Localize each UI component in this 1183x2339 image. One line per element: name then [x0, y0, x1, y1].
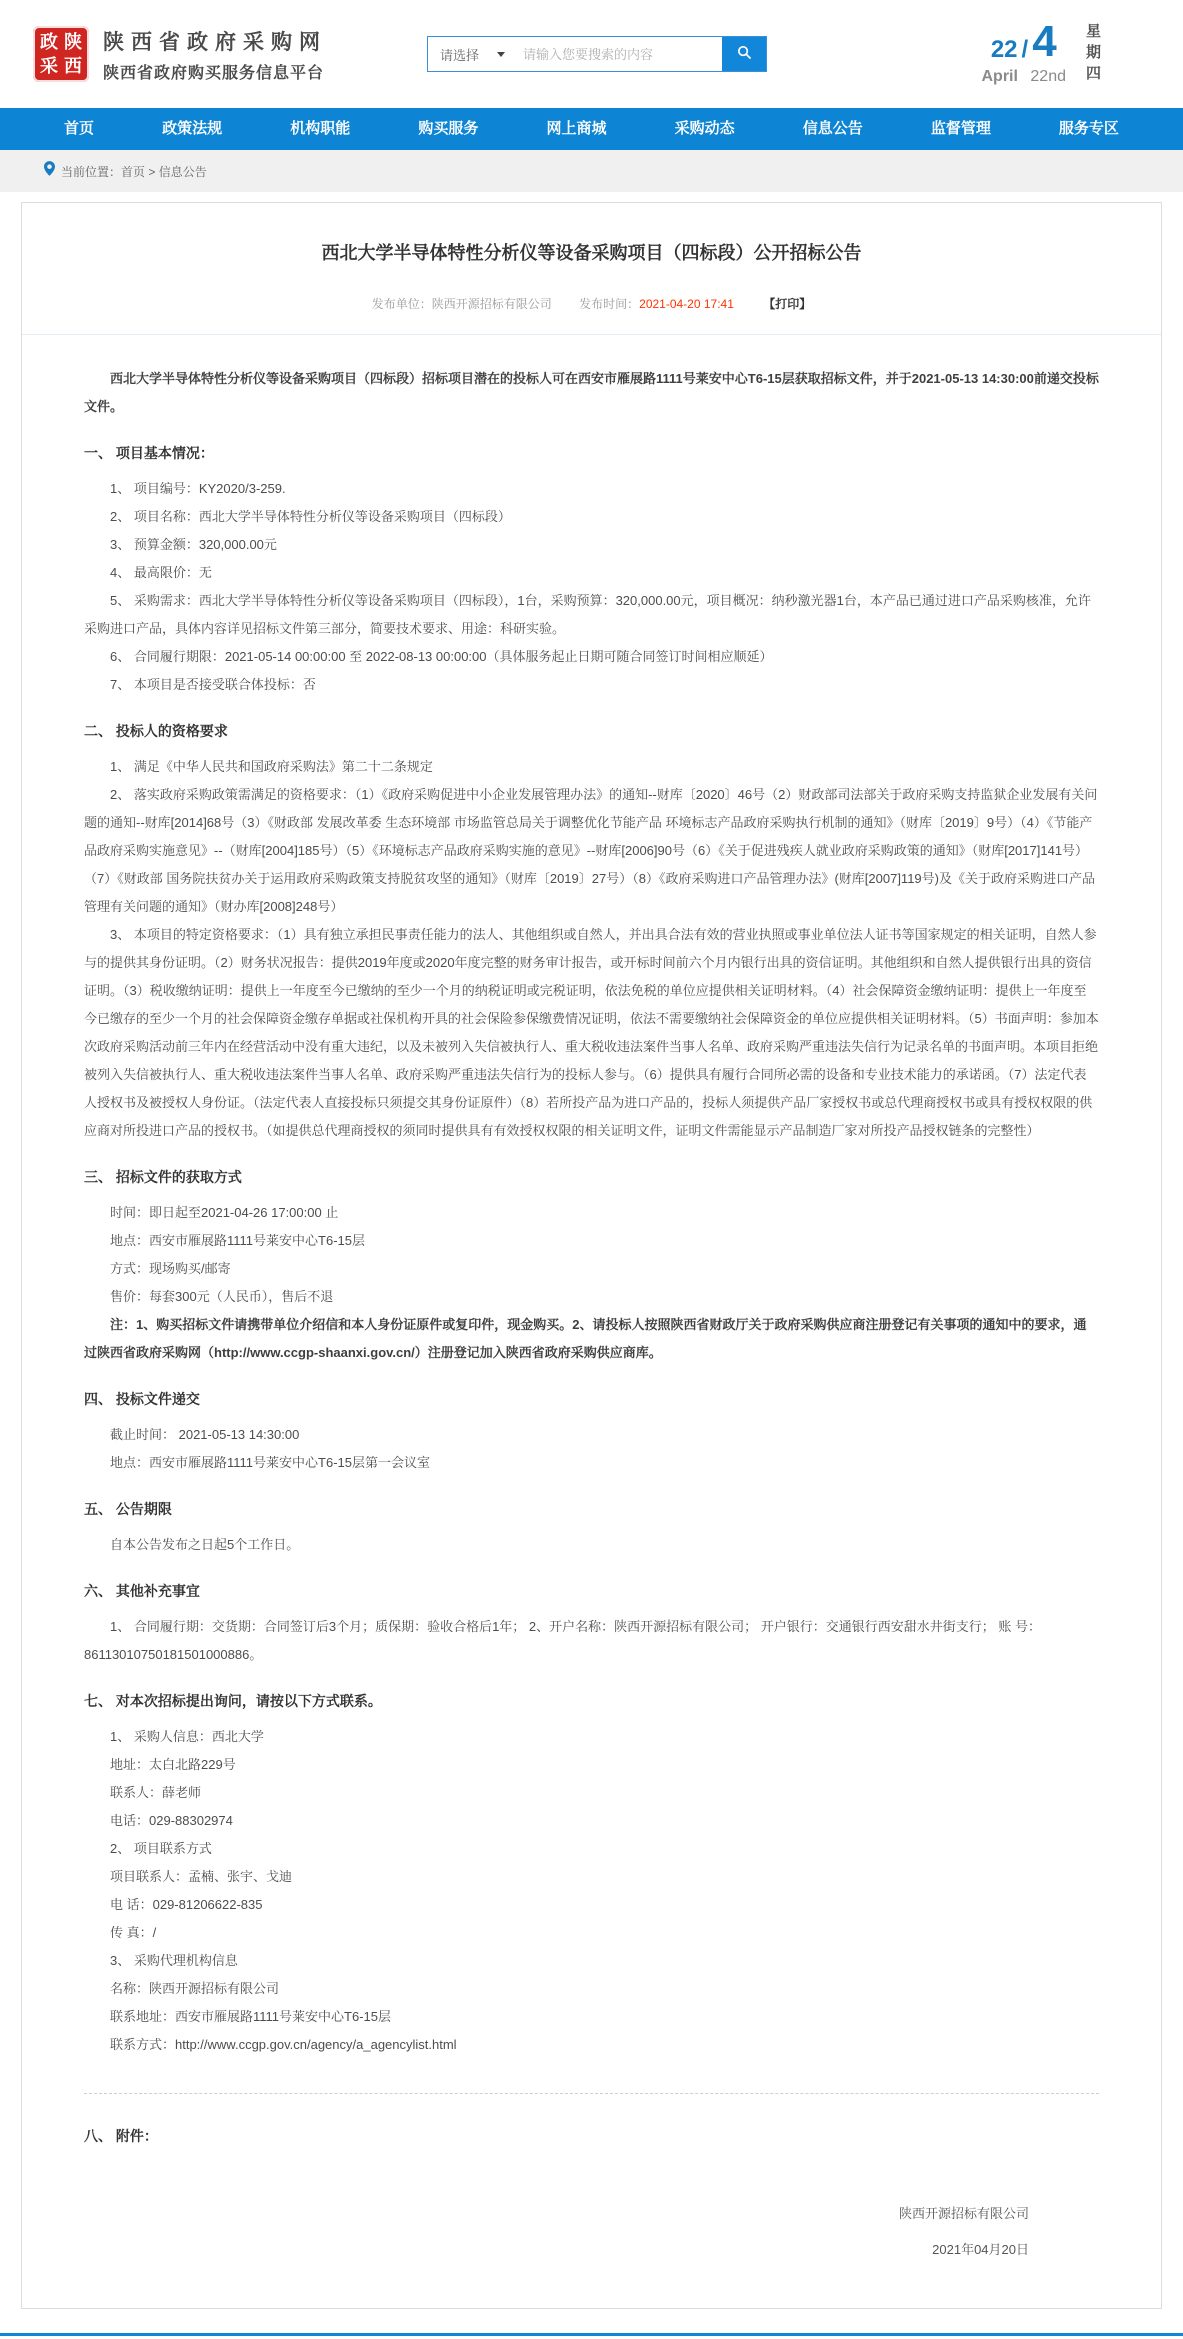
date-day-ordinal: 22nd — [1030, 67, 1066, 85]
date-month-number: 4 — [1032, 17, 1057, 67]
buyer-info: 1、 采购人信息：西北大学 — [110, 1729, 264, 1744]
location-pin-icon — [44, 161, 61, 181]
section-5-heading: 五、 公告期限 — [84, 1501, 172, 1517]
announcement-meta — [82, 295, 1101, 312]
signature-block — [84, 2196, 1099, 2268]
site-header — [0, 0, 1183, 108]
date-weekday: 星期四 — [1084, 22, 1101, 86]
signature-date: 2021年04月20日 — [932, 2242, 1029, 2257]
logo-char: 陕 — [64, 32, 82, 52]
announcement-period: 自本公告发布之日起5个工作日。 — [110, 1537, 300, 1552]
page-title: 西北大学半导体特性分析仪等设备采购项目（四标段）公开招标公告 — [321, 243, 862, 263]
breadcrumb-separator: > — [148, 164, 156, 179]
project-contact-heading: 2、 项目联系方式 — [110, 1841, 212, 1856]
site-logo — [33, 26, 89, 82]
breadcrumb-home-link[interactable]: 首页 — [121, 164, 146, 179]
procurement-requirements: 5、 采购需求：西北大学半导体特性分析仪等设备采购项目（四标段），1台，采购预算：320,000.00元，项目概况：纳秒激光器1台，本产品已通过进口产品采购核准，允许采购进口产品，具体内容详见招标文件第三部分，简要技术要求、用途：科研实验。 — [84, 593, 1091, 636]
buyer-contact: 联系人：薛老师 — [110, 1785, 202, 1800]
print-button[interactable]: 【打印】 — [763, 297, 812, 311]
document-price: 售价：每套300元（人民币），售后不退 — [110, 1289, 334, 1304]
qualification-law: 1、 满足《中华人民共和国政府采购法》第二十二条规定 — [110, 759, 433, 774]
budget-amount: 3、 预算金额：320,000.00元 — [110, 537, 277, 552]
agency-name: 名称：陕西开源招标有限公司 — [110, 1981, 280, 1996]
intro-paragraph: 西北大学半导体特性分析仪等设备采购项目（四标段）招标项目潜在的投标人可在西安市雁展路1111号莱安中心T6-15层获取招标文件，并于2021-05-13 14:30:00前递交投标文件。 — [84, 371, 1099, 414]
footer-top-border — [0, 2333, 1183, 2339]
breadcrumb-current-link[interactable]: 信息公告 — [158, 164, 207, 179]
agency-address: 联系地址：西安市雁展路1111号莱安中心T6-15层 — [110, 2009, 391, 2024]
project-number: 1、 项目编号：KY2020/3-259. — [110, 481, 286, 496]
site-subtitle: 陕西省政府购买服务信息平台 — [103, 64, 325, 82]
document-time: 时间：即日起至2021-04-26 17:00:00 止 — [110, 1205, 339, 1220]
project-phone: 电 话：029-81206622-835 — [110, 1897, 263, 1912]
site-brand — [33, 26, 327, 83]
site-title: 陕西省政府采购网 — [103, 30, 327, 54]
logo-char: 采 — [40, 56, 58, 76]
nav-item-service-zone[interactable]: 服务专区 — [1058, 120, 1119, 137]
nav-item-functions[interactable]: 机构职能 — [290, 120, 351, 137]
submission-deadline: 截止时间： 2021-05-13 14:30:00 — [110, 1427, 300, 1442]
logo-char: 政 — [40, 32, 58, 52]
section-4-heading: 四、 投标文件递交 — [84, 1391, 200, 1407]
max-price: 4、 最高限价：无 — [110, 565, 212, 580]
date-widget — [981, 17, 1146, 86]
buyer-phone: 电话：029-88302974 — [110, 1813, 233, 1828]
project-name: 2、 项目名称：西北大学半导体特性分析仪等设备采购项目（四标段） — [110, 509, 511, 524]
breadcrumb-prefix: 当前位置： — [61, 164, 122, 179]
publish-time-label: 发布时间： — [579, 297, 640, 311]
nav-item-procurement-news[interactable]: 采购动态 — [674, 120, 735, 137]
qualification-policies: 2、 落实政府采购政策需满足的资格要求：（1）《政府采购促进中小企业发展管理办法》的通知--财库〔2020〕46号（2）财政部司法部关于政府采购支持监狱企业发展有关问题的通知--财库[2014]68号（3）《财政部 发展改革委 生态环境部 市场监管总局关于调整优化节能产品 环境标志产品政府采购执行机制的通知》（财库〔2019〕9号）（4）《节能产品政府采购实施意见》--（财库[2004]185号）（5）《环境标志产品政府采购实施的意见》--财库[2006]90号（6）《关于促进残疾人就业政府采购政策的通知》（财库[2017]141号）（7）《财政部 国务院扶贫办关于运用政府采购政策支持脱贫攻坚的通知》（财库〔2019〕27号）（8）《政府采购进口产品管理办法》(财库[2007]119号)及《关于政府采购进口产品管理有关问题的通知》（财办库[2008]248号） — [84, 787, 1098, 914]
signature-company: 陕西开源招标有限公司 — [898, 2206, 1029, 2221]
announcement-card — [21, 202, 1162, 2309]
search-bar — [427, 36, 767, 72]
search-button[interactable] — [722, 37, 766, 71]
section-1-heading: 一、 项目基本情况： — [84, 445, 214, 461]
document-note: 注：1、购买招标文件请携带单位介绍信和本人身份证原件或复印件，现金购买。2、请投标人按照陕西省财政厅关于政府采购供应商注册登记有关事项的通知中的要求，通过陕西省政府采购网（http://www.ccgp-shaanxi.gov.cn/）注册登记加入陕西省政府采购供应商库。 — [84, 1317, 1087, 1360]
dashed-divider — [84, 2093, 1099, 2094]
date-day: 22 — [990, 35, 1018, 63]
contract-period: 6、 合同履行期限：2021-05-14 00:00:00 至 2022-08-13 00:00:00（具体服务起止日期可随合同签订时间相应顺延） — [110, 649, 773, 664]
site-title-block — [103, 26, 327, 83]
document-method: 方式：现场购买/邮寄 — [110, 1261, 231, 1276]
nav-item-announcements[interactable]: 信息公告 — [802, 120, 863, 137]
search-category-label: 请选择 — [440, 47, 480, 63]
publisher-label: 发布单位： — [371, 297, 432, 311]
agency-info-heading: 3、 采购代理机构信息 — [110, 1953, 238, 1968]
search-category-select[interactable] — [428, 37, 515, 71]
submission-location: 地点：西安市雁展路1111号莱安中心T6-15层第一会议室 — [110, 1455, 430, 1470]
section-6-heading: 六、 其他补充事宜 — [84, 1583, 200, 1599]
section-3-heading: 三、 招标文件的获取方式 — [84, 1169, 242, 1185]
date-month-name: April — [981, 67, 1018, 85]
supplementary-info: 1、 合同履行期：交货期：合同签订后3个月；质保期：验收合格后1年； 2、开户名称：陕西开源招标有限公司； 开户银行：交通银行西安甜水井街支行； 账 号：86113010750181501000886。 — [84, 1619, 1041, 1662]
qualification-specific: 3、 本项目的特定资格要求：（1）具有独立承担民事责任能力的法人、其他组织或自然人，并出具合法有效的营业执照或事业单位法人证书等国家规定的相关证明，自然人参与的提供其身份证明。（2）财务状况报告：提供2019年度或2020年度完整的财务审计报告，或开标时间前六个月内银行出具的资信证明。其他组织和自然人提供银行出具的资信证明。（3）税收缴纳证明：提供上一年度至今已缴纳的至少一个月的纳税证明或完税证明，依法免税的单位应提供相关证明材料。（4）社会保障资金缴纳证明：提供上一年度至今已缴存的至少一个月的社会保障资金缴存单据或社保机构开具的社会保险参保缴费情况证明，依法不需要缴纳社会保障资金的单位应提供相关证明材料。（5）书面声明：参加本次政府采购活动前三年内在经营活动中没有重大违纪，以及未被列入失信被执行人、重大税收违法案件当事人名单、政府采购严重违法失信行为记录名单的书面声明。本项目拒绝被列入失信被执行人、重大税收违法案件当事人名单、政府采购严重违法失信行为的投标人参与。（6）提供具有履行合同所必需的设备和专业技术能力的承诺函。（7）法定代表人授权书及被授权人身份证。（法定代表人直接投标只须提交其身份证原件）（8）若所投产品为进口产品的，投标人须提供产品厂家授权书或总代理商授权书或具有授权权限的供应商对所投进口产品的授权书。（如提供总代理商授权的须同时提供具有有效授权权限的相关证明文件，证明文件需能显示产品制造厂家对所投产品授权链条的完整性） — [84, 927, 1099, 1138]
buyer-address: 地址：太白北路229号 — [110, 1757, 236, 1772]
announcement-body — [22, 335, 1161, 2268]
section-2-heading: 二、 投标人的资格要求 — [84, 723, 228, 739]
publish-time-value: 2021-04-20 17:41 — [639, 297, 734, 311]
main-nav — [0, 108, 1183, 150]
nav-item-policies[interactable]: 政策法规 — [162, 120, 223, 137]
consortium-bidding: 7、 本项目是否接受联合体投标：否 — [110, 677, 316, 692]
breadcrumb — [0, 150, 1183, 192]
chevron-down-icon — [497, 52, 505, 57]
search-icon — [736, 44, 753, 64]
section-8-heading: 八、 附件： — [84, 2128, 158, 2144]
search-input[interactable] — [515, 37, 722, 71]
agency-contact-url: 联系方式：http://www.ccgp.gov.cn/agency/a_agencylist.html — [110, 2037, 457, 2052]
nav-item-supervision[interactable]: 监督管理 — [930, 120, 991, 137]
nav-item-purchase-services[interactable]: 购买服务 — [418, 120, 479, 137]
project-fax: 传 真：/ — [110, 1925, 157, 1940]
nav-item-online-mall[interactable]: 网上商城 — [546, 120, 607, 137]
section-7-heading: 七、 对本次招标提出询问，请按以下方式联系。 — [84, 1693, 382, 1709]
date-slash: / — [1021, 35, 1029, 63]
publisher-value: 陕西开源招标有限公司 — [431, 297, 552, 311]
announcement-header — [22, 203, 1161, 335]
nav-item-home[interactable]: 首页 — [64, 120, 95, 137]
document-location: 地点：西安市雁展路1111号莱安中心T6-15层 — [110, 1233, 365, 1248]
logo-char: 西 — [64, 56, 82, 76]
project-contacts: 项目联系人：孟楠、张宇、戈迪 — [110, 1869, 293, 1884]
